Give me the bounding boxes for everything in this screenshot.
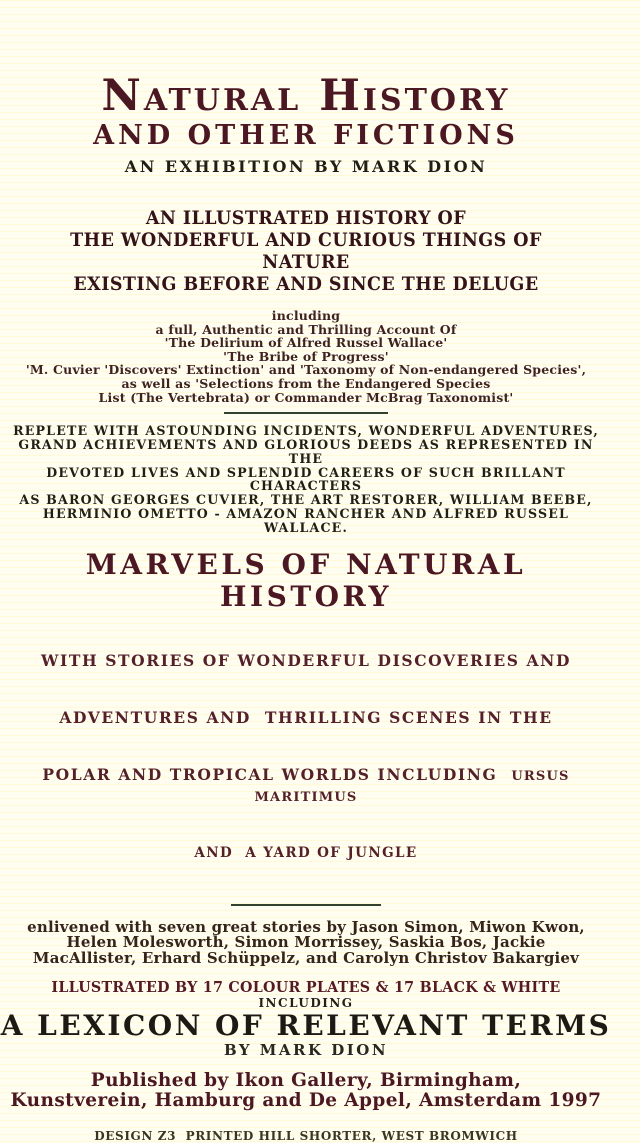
marvels-sub-line-main: POLAR AND TROPICAL WORLDS INCLUDING [42,764,512,784]
including-line: as well as 'Selections from the Endangered Species [121,375,491,391]
contributors-line: Helen Molesworth, Simon Morrissey, Saskia Bos, Jackie [66,933,546,952]
illustrated-history-line: EXISTING BEFORE AND SINCE THE DELUGE [73,273,539,295]
illustrated-history-heading [0,207,612,295]
lexicon-including-label: INCLUDING [258,996,354,1011]
lexicon-heading: A LEXICON OF RELEVANT TERMS [0,1009,612,1043]
marvels-heading: MARVELS OF NATURAL HISTORY [85,547,527,613]
marvels-sub-line: ADVENTURES AND THRILLING SCENES IN THE [59,707,553,727]
page-title-sub: AND OTHER FICTIONS [93,120,519,151]
latin-species-name: URSUS MARITIMUS [254,768,576,805]
page-title-main: Natural History [101,71,511,121]
divider-rule-bottom [231,904,381,906]
including-line: including [271,308,341,323]
including-line: 'M. Cuvier 'Discovers' Extinction' and 'Taxonomy of Non-endangered Species', [25,362,587,378]
publisher-imprint [0,1071,612,1110]
marvels-sub-line: AND A YARD OF JUNGLE [194,844,418,861]
including-line: 'The Delirium of Alfred Russel Wallace' [164,335,448,351]
lexicon-byline: BY MARK DION [223,1041,389,1060]
plates-note: ILLUSTRATED BY 17 COLOUR PLATES & 17 BLACK & WHITE [51,978,561,997]
marvels-sub-line: WITH STORIES OF WONDERFUL DISCOVERIES AND [41,650,571,670]
including-contents [0,309,612,404]
contributors-line: MacAllister, Erhard Schüppelz, and Carolyn Christov Bakargiev [32,948,580,967]
including-line: 'The Bribe of Progress' [223,348,389,364]
contributors-line: enlivened with seven great stories by Jason Simon, Miwon Kwon, [27,917,585,936]
publisher-line: Kunstverein, Hamburg and De Appel, Amsterdam 1997 [10,1089,602,1111]
replete-line: REPLETE WITH ASTOUNDING INCIDENTS, WONDERFUL ADVENTURES, [13,424,599,440]
marvels-sub-line [0,765,612,807]
illustrated-history-line: AN ILLUSTRATED HISTORY OF [145,207,467,229]
print-credit: DESIGN Z3 PRINTED HILL SHORTER, WEST BROMWICH [94,1129,518,1143]
replete-line: AS BARON GEORGES CUVIER, THE ART RESTORER, WILLIAM BEEBE, [19,493,593,509]
replete-paragraph [0,425,612,535]
divider-rule-top [224,412,388,414]
replete-line: DEVOTED LIVES AND SPLENDID CAREERS OF SUCH BRILLANT CHARACTERS [46,465,566,495]
illustrated-history-line: THE WONDERFUL AND CURIOUS THINGS OF NATURE [70,229,542,273]
including-line: List (The Vertebrata) or Commander McBrag Taxonomist' [98,389,514,405]
exhibition-byline: AN EXHIBITION BY MARK DION [124,157,488,176]
including-line: a full, Authentic and Thrilling Account Of [155,321,457,337]
replete-line: GRAND ACHIEVEMENTS AND GLORIOUS DEEDS AS REPRESENTED IN THE [18,437,594,467]
replete-line: HERMINIO OMETTO - AMAZON RANCHER AND ALFRED RUSSEL WALLACE. [42,506,570,536]
contributors-paragraph [0,917,612,967]
publisher-line: Published by Ikon Gallery, Birmingham, [90,1070,522,1092]
marvels-subheading [0,613,612,900]
